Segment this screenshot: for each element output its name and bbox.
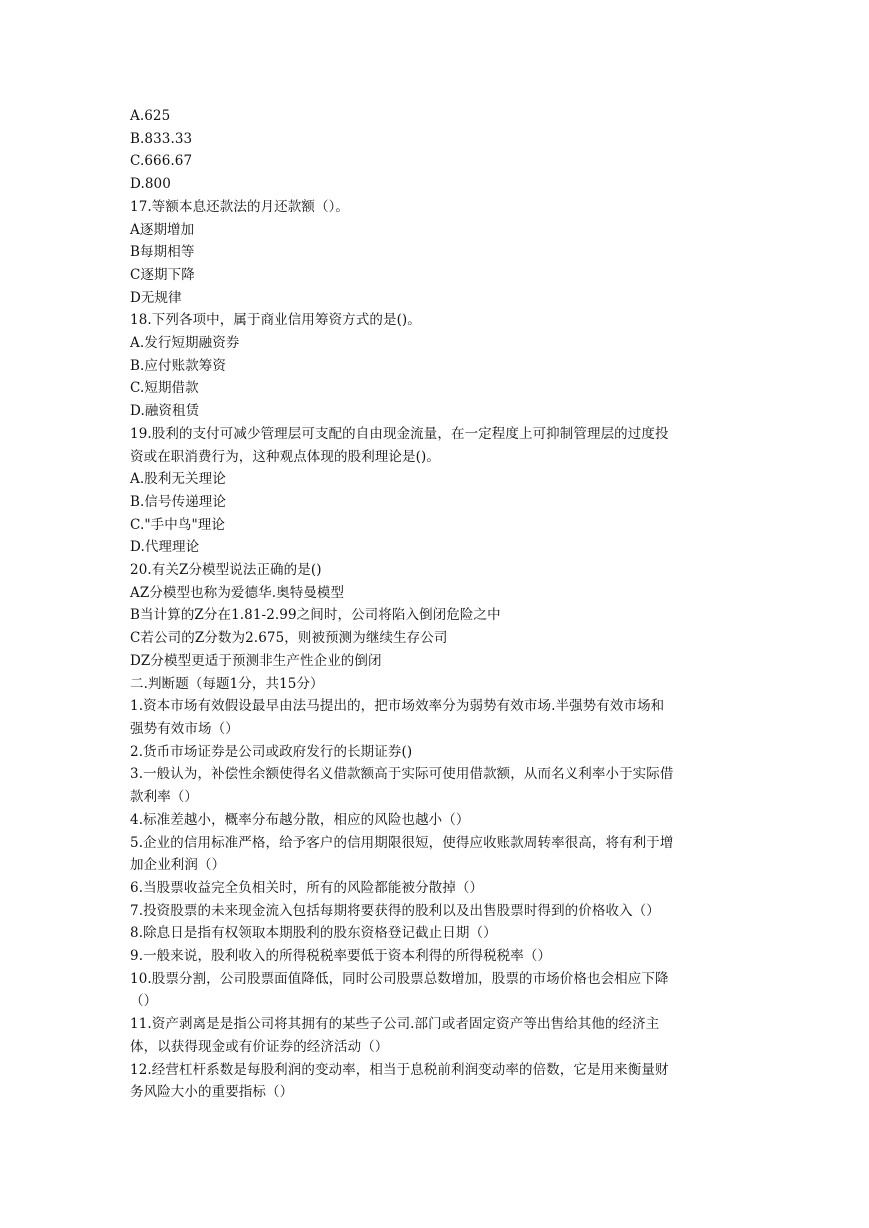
q17-option-d: D无规律: [130, 289, 182, 306]
q17-option-b: B每期相等: [130, 244, 195, 261]
q17-option-a: A逐期增加: [130, 221, 195, 238]
q18-stem: 18.下列各项中，属于商业信用筹资方式的是()。: [130, 312, 421, 329]
judge-5-line1: 5.企业的信用标准严格，给予客户的信用期限很短，使得应收账款周转率很高，将有利于增: [130, 834, 674, 851]
judge-12-line1: 12.经营杠杆系数是每股利润的变动率，相当于息税前利润变动率的倍数，它是用来衡量财: [130, 1061, 669, 1078]
judge-10-line2: （）: [130, 993, 158, 1010]
judge-3-line1: 3.一般认为，补偿性余额使得名义借款额高于实际可使用借款额，从而名义利率小于实际借: [130, 766, 674, 783]
q18-option-a: A.发行短期融资券: [130, 335, 240, 352]
q16-option-c: C.666.67: [130, 153, 193, 170]
q20-stem: 20.有关Z分模型说法正确的是(): [130, 562, 322, 579]
judge-10-line1: 10.股票分割，公司股票面值降低，同时公司股票总数增加，股票的市场价格也会相应下降: [130, 970, 669, 987]
judge-6: 6.当股票收益完全负相关时，所有的风险都能被分散掉（）: [130, 879, 484, 896]
judge-11-line1: 11.资产剥离是是指公司将其拥有的某些子公司.部门或者固定资产等出售给其他的经济主: [130, 1016, 660, 1033]
q19-stem-line1: 19.股利的支付可减少管理层可支配的自由现金流量，在一定程度上可抑制管理层的过度投: [130, 425, 669, 442]
q19-stem-line2: 资或在职消费行为，这种观点体现的股利理论是()。: [130, 448, 440, 465]
judge-9: 9.一般来说，股利收入的所得税税率要低于资本利得的所得税税率（）: [130, 948, 552, 965]
judge-1-line1: 1.资本市场有效假设最早由法马提出的，把市场效率分为弱势有效市场.半强势有效市场和: [130, 698, 665, 715]
q19-option-c: C."手中鸟"理论: [130, 516, 225, 533]
q17-option-c: C逐期下降: [130, 266, 195, 283]
q20-option-c: C若公司的Z分数为2.675，则被预测为继续生存公司: [130, 630, 448, 647]
judge-7: 7.投资股票的未来现金流入包括每期将要获得的股利以及出售股票时得到的价格收入（）: [130, 902, 660, 919]
judge-1-line2: 强势有效市场（）: [130, 720, 239, 737]
judge-4: 4.标准差越小，概率分布越分散，相应的风险也越小（）: [130, 811, 470, 828]
section-heading: 二.判断题（每题1分，共15分）: [130, 675, 324, 692]
q20-option-a: AZ分模型也称为爱德华.奥特曼模型: [130, 584, 345, 601]
q19-option-a: A.股利无关理论: [130, 471, 226, 488]
judge-2: 2.货币市场证券是公司或政府发行的长期证券(): [130, 743, 413, 760]
judge-3-line2: 款利率（）: [130, 789, 198, 806]
judge-8: 8.除息日是指有权领取本期股利的股东资格登记截止日期（）: [130, 925, 497, 942]
q18-option-b: B.应付账款筹资: [130, 357, 227, 374]
q20-option-b: B当计算的Z分在1.81-2.99之间时，公司将陷入倒闭危险之中: [130, 607, 501, 624]
q18-option-d: D.融资租赁: [130, 403, 200, 420]
q16-option-b: B.833.33: [130, 130, 193, 147]
q16-option-d: D.800: [130, 176, 171, 193]
q19-option-d: D.代理理论: [130, 539, 200, 556]
judge-11-line2: 体，以获得现金或有价证券的经济活动（）: [130, 1038, 389, 1055]
q16-option-a: A.625: [130, 108, 171, 124]
judge-5-line2: 加企业利润（）: [130, 857, 226, 874]
q19-option-b: B.信号传递理论: [130, 493, 227, 510]
document-page: [130, 105, 740, 1104]
judge-12-line2: 务风险大小的重要指标（）: [130, 1084, 294, 1101]
q17-stem: 17.等额本息还款法的月还款额（）。: [130, 198, 350, 215]
q18-option-c: C.短期借款: [130, 380, 199, 397]
q20-option-d: DZ分模型更适于预测非生产性企业的倒闭: [130, 652, 382, 669]
